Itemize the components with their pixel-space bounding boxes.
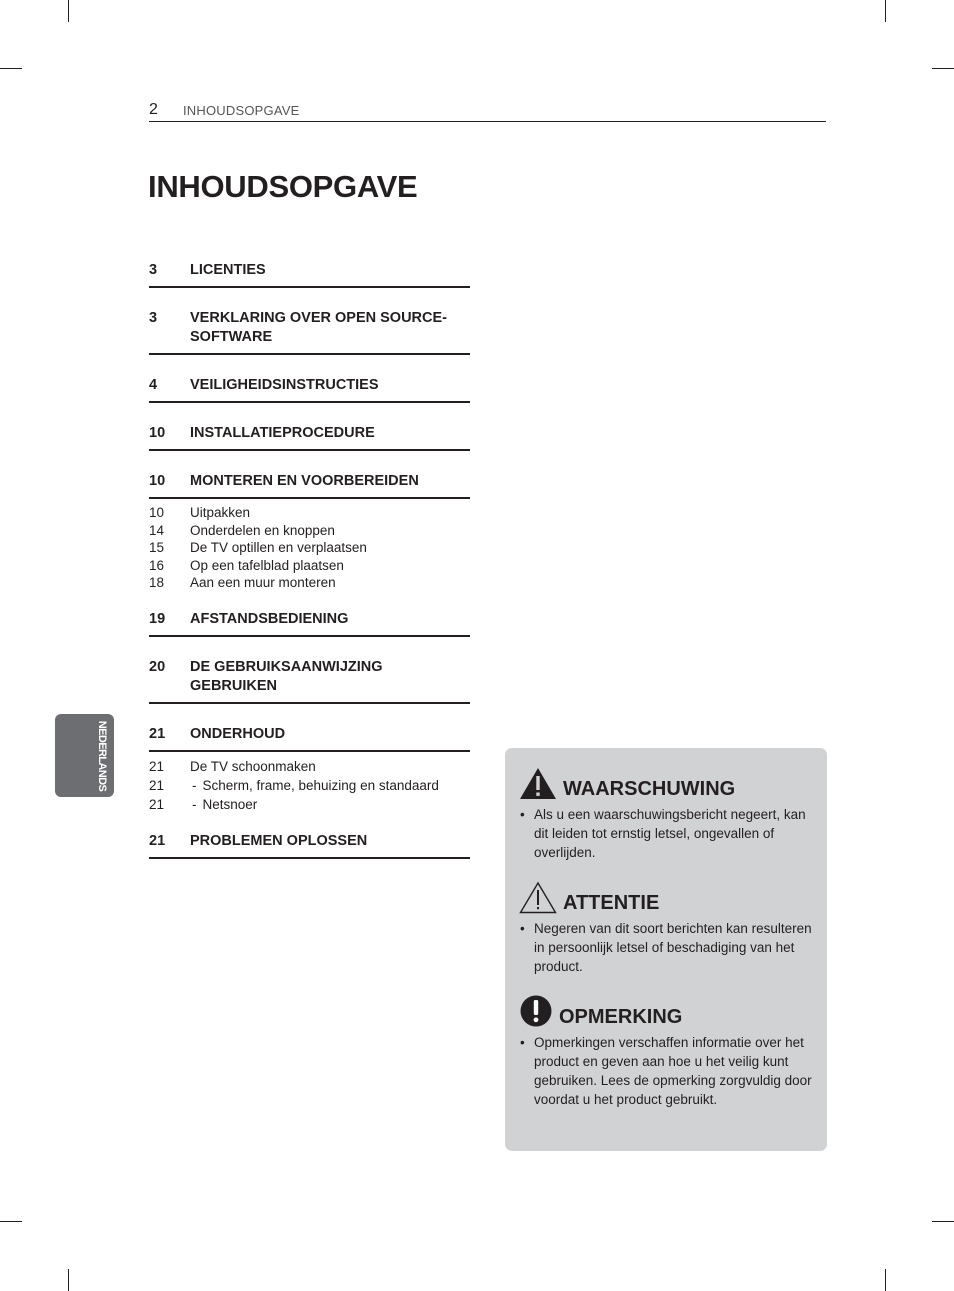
note-heading xyxy=(519,992,815,1028)
toc-section[interactable] xyxy=(149,376,470,403)
toc-sub-page: 16 xyxy=(149,557,165,573)
caution-heading xyxy=(519,878,815,914)
toc-title: MONTEREN EN VOORBEREIDEN xyxy=(190,473,419,489)
toc-title: LICENTIES xyxy=(190,262,266,278)
toc-sub-page: 18 xyxy=(149,575,165,590)
toc-page: 3 xyxy=(149,310,158,326)
toc-subsection[interactable] xyxy=(149,557,470,575)
toc-title: INSTALLATIEPROCEDURE xyxy=(190,425,375,441)
toc-page: 3 xyxy=(149,262,158,278)
toc-sub-title: Scherm, frame, behuizing en standaard xyxy=(202,777,439,793)
warning-triangle-filled-icon xyxy=(519,767,557,800)
language-tab-label: NEDERLANDS xyxy=(96,720,108,792)
exclamation-circle-icon xyxy=(519,994,553,1028)
warning-body xyxy=(519,805,815,862)
toc-section[interactable] xyxy=(149,832,470,859)
note-title: OPMERKING xyxy=(559,1006,683,1028)
toc-sub-page: 21 xyxy=(149,777,165,793)
toc-subsection[interactable] xyxy=(149,776,470,795)
toc-sub-title: Uitpakken xyxy=(190,505,251,520)
toc-page: 10 xyxy=(149,473,166,489)
warning-note xyxy=(519,764,815,862)
note-body xyxy=(519,1033,815,1109)
caution-text: Negeren van dit soort berichten kan resulteren in persoonlijk letsel of beschadiging van het product. xyxy=(534,921,812,974)
toc-title: VERKLARING OVER OPEN SOURCE-SOFTWARE xyxy=(190,310,447,345)
crop-mark xyxy=(885,0,886,22)
toc-sub-page: 21 xyxy=(149,758,165,774)
bullet: • xyxy=(520,807,525,822)
dash-marker: - xyxy=(192,777,197,793)
toc-subsection[interactable] xyxy=(149,539,470,557)
toc-title: PROBLEMEN OPLOSSEN xyxy=(190,832,368,849)
toc-section[interactable] xyxy=(149,424,470,451)
page-header xyxy=(149,100,826,122)
toc-page: 21 xyxy=(149,832,166,849)
crop-mark xyxy=(68,1269,69,1291)
caution-body xyxy=(519,919,815,976)
crop-mark xyxy=(932,68,954,69)
toc-page: 20 xyxy=(149,658,166,675)
toc-subsection-list xyxy=(149,757,470,814)
note-text: Opmerkingen verschaffen informatie over het product en geven aan hoe u het veilig kunt gebruiken. Lees de opmerking zorgvuldig door voordat u het product gebruikt. xyxy=(534,1035,812,1107)
toc-sub-page: 10 xyxy=(149,505,165,520)
caution-title: ATTENTIE xyxy=(563,892,660,914)
toc-sub-page: 21 xyxy=(149,796,165,812)
toc-subsection[interactable] xyxy=(149,522,470,540)
toc-section[interactable] xyxy=(149,261,470,288)
warning-heading xyxy=(519,764,815,800)
toc-sub-title: De TV optillen en verplaatsen xyxy=(190,540,367,555)
toc-subsection[interactable] xyxy=(149,504,470,522)
toc-section[interactable] xyxy=(149,309,470,355)
running-title: INHOUDSOPGAVE xyxy=(183,103,300,118)
toc-title: DE GEBRUIKSAANWIJZING GEBRUIKEN xyxy=(190,658,383,694)
toc-sub-title: Netsnoer xyxy=(202,796,258,812)
bullet: • xyxy=(520,1035,525,1050)
crop-mark xyxy=(68,0,69,22)
toc-sub-title: Op een tafelblad plaatsen xyxy=(190,557,344,573)
toc-sub-title: Aan een muur monteren xyxy=(190,575,336,590)
toc-page: 19 xyxy=(149,610,166,627)
toc-subsection-list xyxy=(149,504,470,592)
toc-section[interactable] xyxy=(149,658,470,704)
dash-marker: - xyxy=(192,796,197,812)
toc-section[interactable] xyxy=(149,472,470,499)
toc-section[interactable] xyxy=(149,610,470,637)
crop-mark xyxy=(0,68,22,69)
toc-page: 21 xyxy=(149,725,166,742)
safety-notes-box xyxy=(505,748,827,1151)
note-note xyxy=(519,992,815,1109)
toc-subsection[interactable] xyxy=(149,757,470,776)
toc-sub-page: 14 xyxy=(149,522,165,538)
warning-title: WAARSCHUWING xyxy=(563,778,736,800)
toc-sub-title: Onderdelen en knoppen xyxy=(190,522,335,538)
toc-title: VEILIGHEIDSINSTRUCTIES xyxy=(190,377,379,393)
toc-title: AFSTANDSBEDIENING xyxy=(190,610,349,627)
caution-note xyxy=(519,878,815,976)
bullet: • xyxy=(520,921,525,936)
toc-sub-title: De TV schoonmaken xyxy=(190,758,316,774)
toc-sub-page: 15 xyxy=(149,540,165,555)
page-number: 2 xyxy=(149,101,158,118)
toc-title: ONDERHOUD xyxy=(190,725,286,742)
crop-mark xyxy=(0,1221,22,1222)
page-title: INHOUDSOPGAVE xyxy=(148,169,418,204)
warning-text: Als u een waarschuwingsbericht negeert, kan dit leiden tot ernstig letsel, ongevallen of overlijden. xyxy=(534,807,806,860)
caution-triangle-outline-icon xyxy=(519,881,557,914)
toc-subsection[interactable] xyxy=(149,574,470,592)
toc-page: 4 xyxy=(149,377,158,393)
table-of-contents xyxy=(149,261,470,880)
crop-mark xyxy=(885,1269,886,1291)
crop-mark xyxy=(932,1221,954,1222)
toc-section[interactable] xyxy=(149,725,470,752)
toc-page: 10 xyxy=(149,425,166,441)
toc-subsection[interactable] xyxy=(149,795,470,814)
